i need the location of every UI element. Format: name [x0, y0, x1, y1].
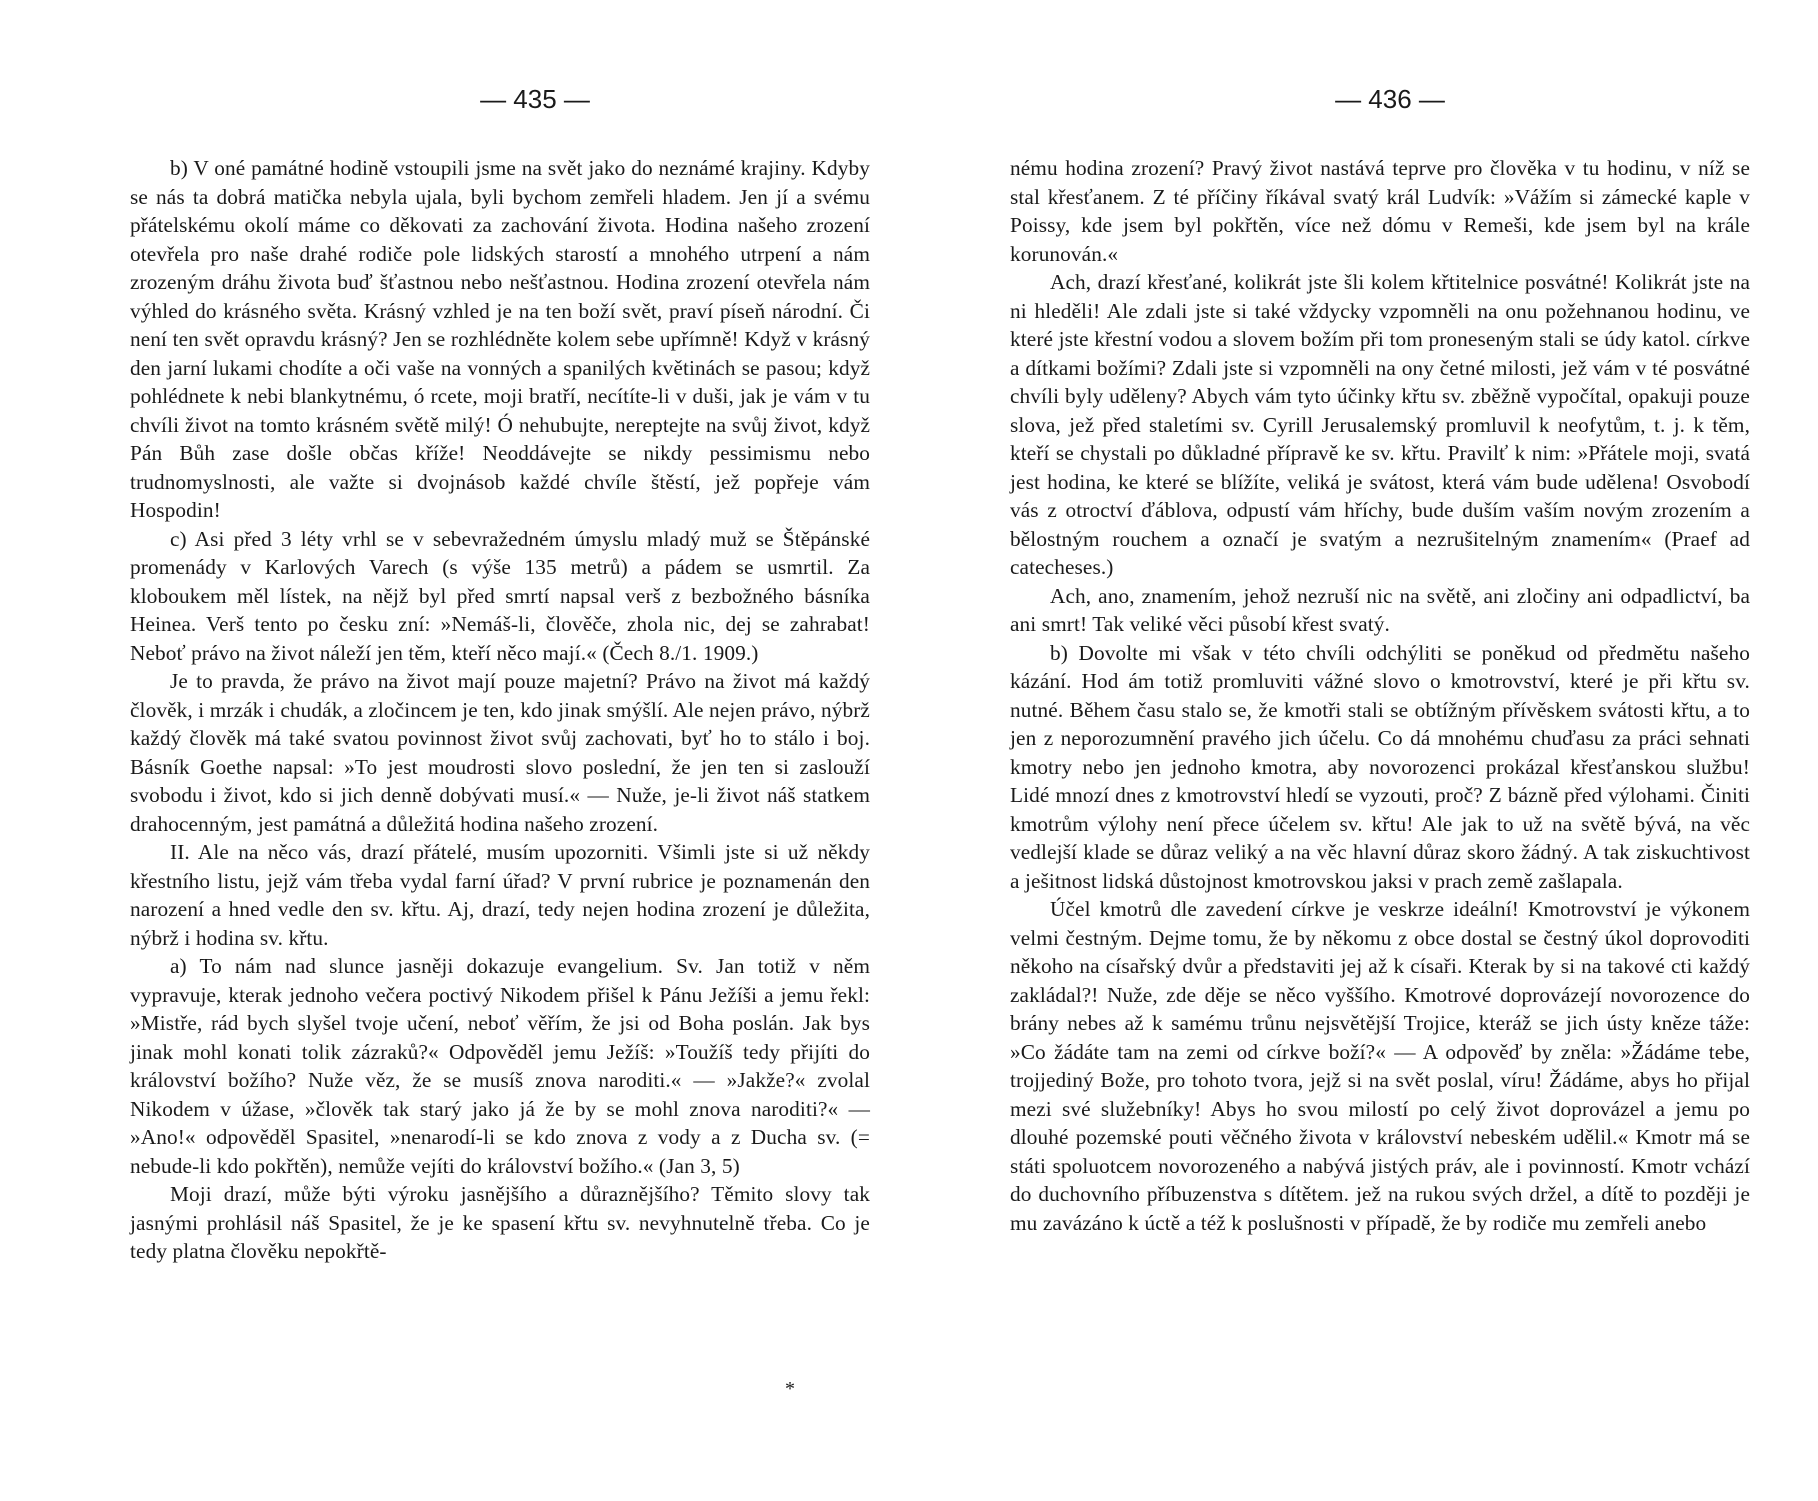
page-number: — 436 —: [1335, 84, 1445, 114]
page-body: [1010, 154, 1750, 1237]
paragraph: b) V oné památné hodině vstoupili jsme na svět jako do neznámé krajiny. Kdyby se nás ta dobrá matička nebyla ujala, byli bychom zemřeli hladem. Jen jí a svému přátelskému okolí máme co děkovati za zachování života. Hodina našeho zrození otevřela pro naše drahé rodiče pole lidských starostí a mnohého utrpení a nám zrozeným dráhu života buď šťastnou nebo nešťastnou. Hodina zrození otevřela nám výhled do krásného světa. Krásný vzhled je na ten boží svět, praví píseň národní. Či není ten svět opravdu krásný? Jen se rozhlédněte kolem sebe upřímně! Když v krásný den jarní lukami chodíte a oči vaše na vonných a spanilých květinách se pasou; když pohlédnete k nebi blankytnému, ó rcete, moji bratří, necítíte-li v duši, jak je vám v tu chvíli život na tomto krásném světě milý! Ó nehubujte, nereptejte na svůj život, když Pán Bůh zase došle občas kříže! Neoddávejte se nikdy pessimismu nebo trudnomyslnosti, ale važte si dvojnásob každé chvíle štěstí, jež popřeje vám Hospodin!: [130, 156, 870, 522]
right-page: [1010, 0, 1750, 1237]
paragraph: Ach, ano, znamením, jehož nezruší nic na světě, ani zločiny ani odpadlictví, ba ani smrt! Tak veliké věci působí křest svatý.: [1010, 583, 1750, 636]
paragraph: Ach, drazí křesťané, kolikrát jste šli kolem křtitelnice posvátné! Kolikrát jste na ni hleděli! Ale zdali jste si také vždycky vzpomněli na onu požehnanou hodinu, ve které jste křestní vodou a slovem božím při tom proneseným stali se údy katol. církve a dítkami božími? Zdali jste si vzpomněli na ony četné milosti, jež vám v té posvátné chvíli byly uděleny? Abych vám tyto účinky křtu sv. zběžně vypočítal, opakuji pouze slova, jež před staletími sv. Cyrill Jerusalemský promluvil k neofytům, t. j. k těm, kteří se chystali po důkladné přípravě ke sv. křtu. Pravilť k nim: »Přátele moji, svatá jest hodina, ke které se blížíte, veliká je svátost, která vám bude udělena! Osvobodí vás z otroctví ďáblova, odpustí vám hříchy, bude duším vaším novým zrozením a bělostným rouchem a označí je svatým a nezrušitelným znamením« (Praef ad catecheses.): [1010, 270, 1750, 579]
paragraph: II. Ale na něco vás, drazí přátelé, musím upozorniti. Všimli jste si už někdy křestního listu, jejž vám třeba vydal farní úřad? V první rubrice je poznamenán den narození a hned vedle den sv. křtu. Aj, drazí, tedy nejen hodina zrození je důležita, nýbrž i hodina sv. křtu.: [130, 840, 870, 950]
left-page: [130, 0, 870, 1266]
paragraph: c) Asi před 3 léty vrhl se v sebevražedném úmyslu mladý muž se Štěpánské promenády v Karlových Varech (s výše 135 metrů) a pádem se usmrtil. Za kloboukem měl lístek, na nějž byl před smrtí napsal verš z bezbožného básníka Heinea. Verš tento po česku zní: »Nemáš-li, člověče, zhola nic, dej se zahrabat! Neboť právo na život náleží jen těm, kteří něco mají.« (Čech 8./1. 1909.): [130, 526, 870, 665]
paragraph: Moji drazí, může býti výroku jasnějšího a důraznějšího? Těmito slovy tak jasnými prohlásil náš Spasitel, že je ke spasení křtu sv. nevyhnutelně třeba. Co je tedy platna člověku nepokřtě-: [130, 1182, 870, 1263]
paragraph: nému hodina zrození? Pravý život nastává teprve pro člověka v tu hodinu, v níž se stal křesťanem. Z té příčiny říkával svatý král Ludvík: »Vážím si zámecké kaple v Poissy, kde jsem byl pokřtěn, více než dómu v Remeši, kde jsem byl na krále korunován.«: [1010, 156, 1750, 266]
footnote-mark: *: [785, 1378, 795, 1400]
page-body: [130, 154, 870, 1266]
page-number: — 435 —: [480, 84, 590, 114]
paragraph: b) Dovolte mi však v této chvíli odchýliti se poněkud od předmětu našeho kázání. Hod ám totiž promluviti vážné slovo o kmotrovství, které je při křtu sv. nutné. Během času stalo se, že kmotři stali se obtížným přívěskem svátosti křtu, a to jen z neporozumnění pravého jich účelu. Co dá mnohému chuďasu za práci sehnati kmotry nebo jen jednoho kmotra, aby novorozenci prokázal křesťanskou službu! Lidé mnozí dnes z kmotrovství hledí se vyzouti, proč? Z bázně před výlohami. Činiti kmotrům výlohy není přece účelem sv. křtu! Ale jak to už na světě bývá, na věc vedlejší klade se důraz veliký a na věc hlavní důraz skoro žádný. A tak ziskuchtivost a ješitnost lidská důstojnost kmotrovskou jaksi v prach země zašlapala.: [1010, 640, 1750, 893]
paragraph: Je to pravda, že právo na život mají pouze majetní? Právo na život má každý člověk, i mrzák i chudák, a zločincem je ten, kdo jinak smýšlí. Ale nejen právo, nýbrž každý člověk má také svatou povinnost život svůj zachovati, byť ho to stálo i boj. Básník Goethe napsal: »To jest moudrosti slovo poslední, že jen ten si zaslouží svobodu i život, kdo si jich denně dobývati musí.« — Nuže, je-li život náš statkem drahocenným, jest památná a důležitá hodina našeho zrození.: [130, 669, 870, 836]
paragraph: a) To nám nad slunce jasněji dokazuje evangelium. Sv. Jan totiž v něm vypravuje, kterak jednoho večera poctivý Nikodem přišel k Pánu Ježíši a jemu řekl: »Mistře, rád bych slyšel tvoje učení, neboť věřím, že jsi od Boha poslán. Jak bys jinak mohl konati tolik zázraků?« Odpověděl jemu Ježíš: »Toužíš tedy přijíti do království božího? Nuže věz, že se musíš znova naroditi.« — »Jakže?« zvolal Nikodem v úžase, »člověk tak starý jako já že by se mohl znova naroditi?« — »Ano!« odpověděl Spasitel, »nenarodí-li se kdo znova z vody a z Ducha sv. (= nebude-li kdo pokřtěn), nemůže vejíti do království božího.« (Jan 3, 5): [130, 954, 870, 1178]
paragraph: Účel kmotrů dle zavedení církve je veskrze ideální! Kmotrovství je výkonem velmi čestným. Dejme tomu, že by někomu z obce dostal se čestný úkol doprovoditi někoho na císařský dvůr a představiti jej až k císaři. Kterak by si na takové cti každý zakládal?! Nuže, zde děje se něco vyššího. Kmotrové doprovázejí novorozence do brány nebes až k samému trůnu nejsvětější Trojice, kteráž se jich ústy kněze táže: »Co žádáte tam na zemi od církve boží?« — A odpověď by zněla: »Žádáme tebe, trojjediný Bože, pro tohoto tvora, jejž si na svět poslal, víru! Žádáme, abys ho přijal mezi své služebníky! Abys ho svou milostí po celý život doprovázel a jemu po dlouhé pozemské pouti věčného života v království nebeském udělil.« Kmotr má se státi spoluotcem novorozeného a nabývá jistých práv, ale i povinností. Kmotr vchází do duchovního příbuzenstva s dítětem. jež na rukou svých držel, a dítě to později je mu zavázáno k úctě a též k poslušnosti v případě, že by rodiče mu zemřeli anebo: [1010, 897, 1750, 1235]
